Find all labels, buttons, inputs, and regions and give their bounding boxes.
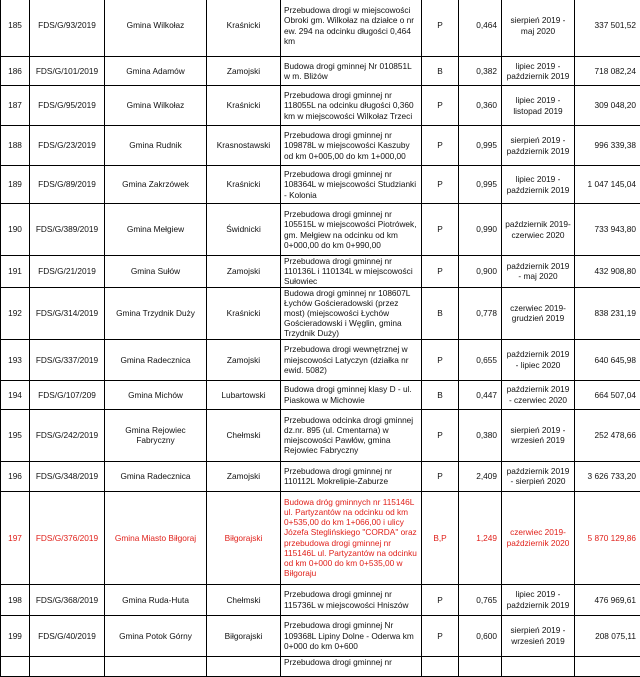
row-amount: 432 908,80 bbox=[575, 256, 640, 288]
row-powiat: Zamojski bbox=[207, 461, 281, 491]
row-length: 0,360 bbox=[459, 86, 502, 126]
row-length: 0,655 bbox=[459, 339, 502, 380]
row-type: B,P bbox=[422, 491, 459, 584]
row-gmina: Gmina Rejowiec Fabryczny bbox=[105, 409, 207, 461]
row-gmina: Gmina Wilkołaz bbox=[105, 86, 207, 126]
row-code: FDS/G/89/2019 bbox=[30, 166, 105, 204]
row-type: P bbox=[422, 256, 459, 288]
row-type: P bbox=[422, 86, 459, 126]
row-period: lipiec 2019 - październik 2019 bbox=[502, 584, 575, 615]
table-row-highlighted bbox=[1, 491, 640, 584]
row-type: P bbox=[422, 126, 459, 166]
row-description: Budowa drogi gminnej klasy D - ul. Piaskowa w Michowie bbox=[281, 380, 422, 409]
row-description: Przebudowa drogi gminnej nr bbox=[281, 656, 422, 676]
table-row bbox=[1, 380, 640, 409]
row-period: czerwiec 2019- październik 2020 bbox=[502, 491, 575, 584]
row-gmina: Gmina Rudnik bbox=[105, 126, 207, 166]
row-length: 2,409 bbox=[459, 461, 502, 491]
row-length: 0,990 bbox=[459, 204, 502, 256]
row-powiat: Zamojski bbox=[207, 256, 281, 288]
table-row bbox=[1, 204, 640, 256]
row-amount: 5 870 129,86 bbox=[575, 491, 640, 584]
row-amount: 996 339,38 bbox=[575, 126, 640, 166]
table-row bbox=[1, 287, 640, 339]
row-length: 0,600 bbox=[459, 615, 502, 656]
row-amount: 252 478,66 bbox=[575, 409, 640, 461]
row-description: Przebudowa drogi wewnętrznej w miejscowości Latyczyn (działka nr ewid. 5082) bbox=[281, 339, 422, 380]
row-gmina: Gmina Sułów bbox=[105, 256, 207, 288]
row-period: sierpień 2019 - wrzesień 2019 bbox=[502, 615, 575, 656]
row-code: FDS/G/242/2019 bbox=[30, 409, 105, 461]
table-row-partial bbox=[1, 656, 640, 676]
row-description: Przebudowa drogi gminnej nr 110136L i 110134L w miejscowości Sułowiec bbox=[281, 256, 422, 288]
row-code: FDS/G/107/209 bbox=[30, 380, 105, 409]
row-description: Przebudowa drogi gminnej nr 110112L Mokrelipie-Zaburze bbox=[281, 461, 422, 491]
row-type: P bbox=[422, 0, 459, 57]
row-description: Przebudowa drogi gminnej nr 115736L w miejscowości Hniszów bbox=[281, 584, 422, 615]
row-type: P bbox=[422, 204, 459, 256]
row-powiat: Biłgorajski bbox=[207, 491, 281, 584]
row-code: FDS/G/40/2019 bbox=[30, 615, 105, 656]
row-length: 0,995 bbox=[459, 166, 502, 204]
row-description: Przebudowa drogi w miejscowości Obroki gm. Wilkołaz na działce o nr ew. 294 na odcinku długości 0,464 km bbox=[281, 0, 422, 57]
row-powiat: Biłgorajski bbox=[207, 615, 281, 656]
row-code: FDS/G/348/2019 bbox=[30, 461, 105, 491]
row-period: sierpień 2019 - październik 2019 bbox=[502, 126, 575, 166]
row-description: Budowa dróg gminnych nr 115146L ul. Partyzantów na odcinku od km 0+535,00 do km 1+066,00 i ulicy Józefa Steglińskiego "CORDA" oraz przebudowa drogi gminnej nr 115146L ul. Partyzantów na odcinku od km 0+000 do km 0+535,00 w Biłgoraju bbox=[281, 491, 422, 584]
row-gmina: Gmina Potok Górny bbox=[105, 615, 207, 656]
row-period: czerwiec 2019- grudzień 2019 bbox=[502, 287, 575, 339]
row-length: 0,380 bbox=[459, 409, 502, 461]
row-description: Przebudowa drogi gminnej nr 109878L w miejscowości Kaszuby od km 0+005,00 do km 1+000,00 bbox=[281, 126, 422, 166]
row-amount: 309 048,20 bbox=[575, 86, 640, 126]
row-type: P bbox=[422, 461, 459, 491]
row-number: 193 bbox=[1, 339, 30, 380]
row-powiat: Chełmski bbox=[207, 409, 281, 461]
row-number: 192 bbox=[1, 287, 30, 339]
row-period: sierpień 2019 - wrzesień 2019 bbox=[502, 409, 575, 461]
row-type: B bbox=[422, 287, 459, 339]
row-period: lipiec 2019 - październik 2019 bbox=[502, 166, 575, 204]
row-powiat: Kraśnicki bbox=[207, 287, 281, 339]
row-amount: 476 969,61 bbox=[575, 584, 640, 615]
table-row bbox=[1, 584, 640, 615]
row-number: 188 bbox=[1, 126, 30, 166]
row-gmina: Gmina Trzydnik Duży bbox=[105, 287, 207, 339]
row-length: 0,778 bbox=[459, 287, 502, 339]
row-period: październik 2019 - sierpień 2020 bbox=[502, 461, 575, 491]
row-code: FDS/G/23/2019 bbox=[30, 126, 105, 166]
row-gmina: Gmina Ruda-Huta bbox=[105, 584, 207, 615]
row-code: FDS/G/314/2019 bbox=[30, 287, 105, 339]
row-code: FDS/G/368/2019 bbox=[30, 584, 105, 615]
table-row bbox=[1, 126, 640, 166]
row-powiat: Kraśnicki bbox=[207, 166, 281, 204]
row-code: FDS/G/21/2019 bbox=[30, 256, 105, 288]
row-amount: 337 501,52 bbox=[575, 0, 640, 57]
row-number: 191 bbox=[1, 256, 30, 288]
row-gmina: Gmina Michów bbox=[105, 380, 207, 409]
row-description: Przebudowa drogi gminnej nr 118055L na odcinku długości 0,360 km w miejscowości Wilkołaz Trzeci bbox=[281, 86, 422, 126]
table-row bbox=[1, 0, 640, 57]
row-code: FDS/G/101/2019 bbox=[30, 57, 105, 86]
row-type: P bbox=[422, 409, 459, 461]
table-row bbox=[1, 86, 640, 126]
row-gmina: Gmina Radecznica bbox=[105, 339, 207, 380]
row-amount: 1 047 145,04 bbox=[575, 166, 640, 204]
row-period: sierpień 2019 - maj 2020 bbox=[502, 0, 575, 57]
table-row bbox=[1, 256, 640, 288]
row-amount: 664 507,04 bbox=[575, 380, 640, 409]
table-row bbox=[1, 461, 640, 491]
table-row bbox=[1, 409, 640, 461]
row-amount: 838 231,19 bbox=[575, 287, 640, 339]
table-row bbox=[1, 339, 640, 380]
row-code: FDS/G/337/2019 bbox=[30, 339, 105, 380]
row-length: 0,765 bbox=[459, 584, 502, 615]
row-amount: 3 626 733,20 bbox=[575, 461, 640, 491]
table-row bbox=[1, 57, 640, 86]
row-description: Przebudowa drogi gminnej Nr 109368L Lipiny Dolne - Oderwa km 0+000 do km 0+600 bbox=[281, 615, 422, 656]
row-gmina: Gmina Zakrzówek bbox=[105, 166, 207, 204]
row-period: październik 2019 - lipiec 2020 bbox=[502, 339, 575, 380]
row-length: 0,900 bbox=[459, 256, 502, 288]
row-powiat: Chełmski bbox=[207, 584, 281, 615]
row-powiat: Zamojski bbox=[207, 57, 281, 86]
row-number: 194 bbox=[1, 380, 30, 409]
row-powiat: Kraśnicki bbox=[207, 0, 281, 57]
row-code: FDS/G/389/2019 bbox=[30, 204, 105, 256]
row-number: 197 bbox=[1, 491, 30, 584]
row-number: 190 bbox=[1, 204, 30, 256]
row-number: 196 bbox=[1, 461, 30, 491]
row-powiat: Świdnicki bbox=[207, 204, 281, 256]
row-code: FDS/G/95/2019 bbox=[30, 86, 105, 126]
row-description: Przebudowa drogi gminnej nr 105515L w miejscowości Piotrówek, gm. Mełgiew na odcinku od km 0+000,00 do km 0+990,00 bbox=[281, 204, 422, 256]
row-length: 0,464 bbox=[459, 0, 502, 57]
row-period: lipiec 2019 - październik 2019 bbox=[502, 57, 575, 86]
row-description: Przebudowa drogi gminnej nr 108364L w miejscowości Studzianki - Kolonia bbox=[281, 166, 422, 204]
row-type: P bbox=[422, 166, 459, 204]
row-amount: 718 082,24 bbox=[575, 57, 640, 86]
row-type: P bbox=[422, 584, 459, 615]
row-period: październik 2019 - czerwiec 2020 bbox=[502, 380, 575, 409]
row-powiat: Krasnostawski bbox=[207, 126, 281, 166]
row-type: B bbox=[422, 380, 459, 409]
row-amount: 640 645,98 bbox=[575, 339, 640, 380]
row-gmina: Gmina Wilkołaz bbox=[105, 0, 207, 57]
row-type: P bbox=[422, 615, 459, 656]
row-length: 0,382 bbox=[459, 57, 502, 86]
row-length: 0,995 bbox=[459, 126, 502, 166]
row-description: Budowa drogi gminnej nr 108607L Łychów Gościeradowski (przez most) (miejscowości Łychów Gościeradowski i Węglin, gmina Trzydnik Duży) bbox=[281, 287, 422, 339]
row-number: 198 bbox=[1, 584, 30, 615]
row-gmina: Gmina Adamów bbox=[105, 57, 207, 86]
row-gmina: Gmina Miasto Biłgoraj bbox=[105, 491, 207, 584]
row-length: 1,249 bbox=[459, 491, 502, 584]
row-powiat: Kraśnicki bbox=[207, 86, 281, 126]
row-number: 187 bbox=[1, 86, 30, 126]
table-row bbox=[1, 166, 640, 204]
table-row bbox=[1, 615, 640, 656]
row-type: P bbox=[422, 339, 459, 380]
row-number: 186 bbox=[1, 57, 30, 86]
row-powiat: Zamojski bbox=[207, 339, 281, 380]
row-code: FDS/G/93/2019 bbox=[30, 0, 105, 57]
row-description: Budowa drogi gminnej Nr 010851L w m. Bliżów bbox=[281, 57, 422, 86]
row-number: 195 bbox=[1, 409, 30, 461]
row-length: 0,447 bbox=[459, 380, 502, 409]
row-number: 189 bbox=[1, 166, 30, 204]
row-type: B bbox=[422, 57, 459, 86]
row-amount: 733 943,80 bbox=[575, 204, 640, 256]
row-amount: 208 075,11 bbox=[575, 615, 640, 656]
row-gmina: Gmina Mełgiew bbox=[105, 204, 207, 256]
row-code: FDS/G/376/2019 bbox=[30, 491, 105, 584]
row-number: 199 bbox=[1, 615, 30, 656]
row-period: październik 2019 - maj 2020 bbox=[502, 256, 575, 288]
row-period: październik 2019- czerwiec 2020 bbox=[502, 204, 575, 256]
row-description: Przebudowa odcinka drogi gminnej dz.nr. 895 (ul. Cmentarna) w miejscowości Pawłów, gmina Rejowiec Fabryczny bbox=[281, 409, 422, 461]
row-number: 185 bbox=[1, 0, 30, 57]
row-period: lipiec 2019 - listopad 2019 bbox=[502, 86, 575, 126]
row-powiat: Lubartowski bbox=[207, 380, 281, 409]
row-gmina: Gmina Radecznica bbox=[105, 461, 207, 491]
